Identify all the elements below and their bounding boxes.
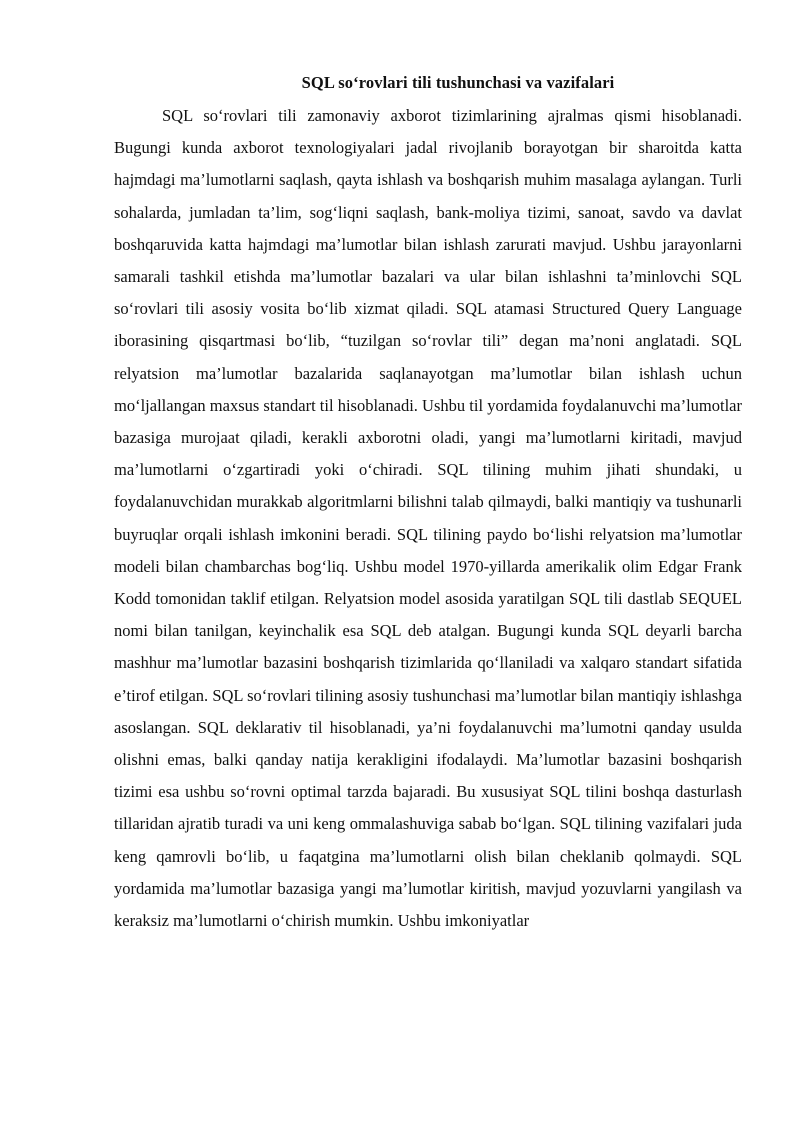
document-title: SQL so‘rovlari tili tushunchasi va vazifalari <box>301 73 615 92</box>
body-paragraph: SQL so‘rovlari tili zamonaviy axborot tizimlarining ajralmas qismi hisoblanadi. Bugungi kunda axborot texnologiyalari jadal rivojlanib borayotgan bir sharoitda katta hajmdagi ma’lumotlarni saqlash, qayta ishlash va boshqarish muhim masalaga aylangan. Turli sohalarda, jumladan ta’lim, sog‘liqni saqlash, bank-moliya tizimi, sanoat, savdo va davlat boshqaruvida katta hajmdagi ma’lumotlar bilan ishlash zarurati mavjud. Ushbu jarayonlarni samarali tashkil etishda ma’lumotlar bazalari va ular bilan ishlashni ta’minlovchi SQL so‘rovlari tili asosiy vosita bo‘lib xizmat qiladi. SQL atamasi Structured Query Language iborasining qisqartmasi bo‘lib, “tuzilgan so‘rovlar tili” degan ma’noni anglatadi. SQL relyatsion ma’lumotlar bazalarida saqlanayotgan ma’lumotlar bilan ishlash uchun mo‘ljallangan maxsus standart til hisoblanadi. Ushbu til yordamida foydalanuvchi ma’lumotlar bazasiga murojaat qiladi, kerakli axborotni oladi, yangi ma’lumotlarni kiritadi, mavjud ma’lumotlarni o‘zgartiradi yoki o‘chiradi. SQL tilining muhim jihati shundaki, u foydalanuvchidan murakkab algoritmlarni bilishni talab qilmaydi, balki mantiqiy va tushunarli buyruqlar orqali ishlash imkonini beradi. SQL tilining paydo bo‘lishi relyatsion ma’lumotlar modeli bilan chambarchas bog‘liq. Ushbu model 1970-yillarda amerikalik olim Edgar Frank Kodd tomonidan taklif etilgan. Relyatsion model asosida yaratilgan SQL tili dastlab SEQUEL nomi bilan tanilgan, keyinchalik esa SQL deb atalgan. Bugungi kunda SQL deyarli barcha mashhur ma’lumotlar bazasini boshqarish tizimlarida qo‘llaniladi va xalqaro standart sifatida e’tirof etilgan. SQL so‘rovlari tilining asosiy tushunchasi ma’lumotlar bilan mantiqiy ishlashga asoslangan. SQL deklarativ til hisoblanadi, ya’ni foydalanuvchi ma’lumotni qanday usulda olishni emas, balki qanday natija kerakligini ifodalaydi. Ma’lumotlar bazasini boshqarish tizimi esa ushbu so‘rovni optimal tarzda bajaradi. Bu xususiyat SQL tilini boshqa dasturlash tillaridan ajratib turadi va uni keng ommalashuviga sabab bo‘lgan. SQL tilining vazifalari juda keng qamrovli bo‘lib, u faqatgina ma’lumotlarni olish bilan cheklanib qolmaydi. SQL yordamida ma’lumotlar bazasiga yangi ma’lumotlar kiritish, mavjud yozuvlarni yangilash va keraksiz ma’lumotlarni o‘chirish mumkin. Ushbu imkoniyatlar <box>114 106 742 931</box>
document-page <box>114 72 742 937</box>
